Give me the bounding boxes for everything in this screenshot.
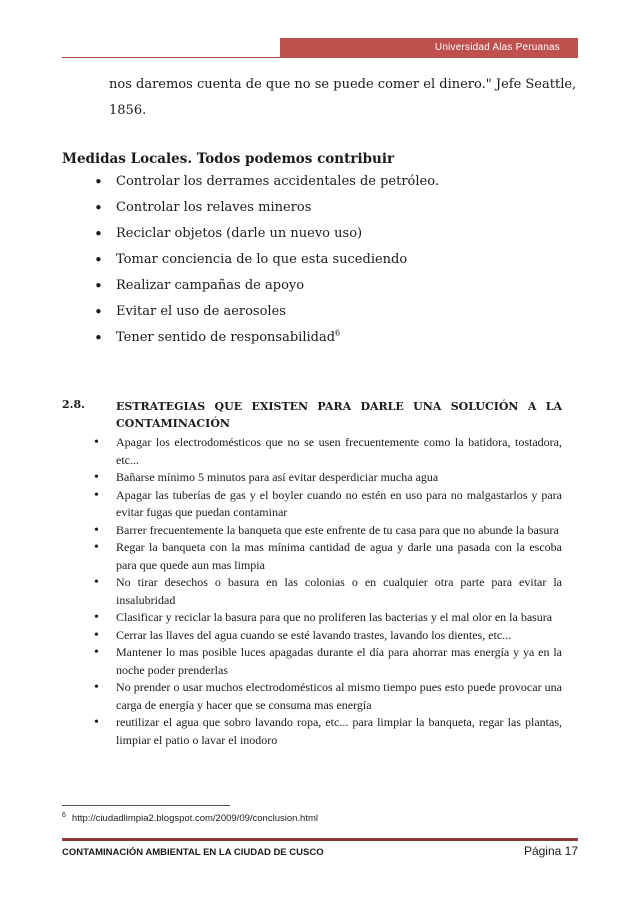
list-item: • Apagar los electrodomésticos que no se usen frecuentemente como la batidora, tostadora, etc... [92, 434, 562, 469]
footnote-ref[interactable]: 6 [335, 328, 341, 338]
strategies-heading-line1: ESTRATEGIAS QUE EXISTEN PARA DARLE UNA SOLUCIÓN A LA [116, 400, 562, 413]
page-number: Página 17 [523, 844, 578, 858]
list-item: • Reciclar objetos (darle un nuevo uso) [92, 221, 439, 247]
strategies-list [92, 434, 562, 749]
header-rule [62, 57, 280, 58]
footnote-marker: 6 [62, 811, 66, 819]
list-item: • reutilizar el agua que sobro lavando ropa, etc... para limpiar la banqueta, regar las plantas, limpiar el patio o lavar el inodoro [92, 714, 562, 749]
footer-title: CONTAMINACIÓN AMBIENTAL EN LA CIUDAD DE CUSCO [62, 847, 324, 858]
list-item: • Tomar conciencia de lo que esta sucediendo [92, 247, 439, 273]
list-item: • Realizar campañas de apoyo [92, 273, 439, 299]
list-item: • No prender o usar muchos electrodomésticos al mismo tiempo pues esto puede provocar una carga de energía y hacer que se consuma mas energía [92, 679, 562, 714]
list-item: • Clasificar y reciclar la basura para que no proliferen las bacterias y el mal olor en la basura [92, 609, 562, 627]
local-measures-heading: Medidas Locales. Todos podemos contribuir [62, 151, 395, 167]
list-item: • Tener sentido de responsabilidad$^6$ [92, 325, 439, 351]
list-item: • Controlar los derrames accidentales de petróleo. [92, 169, 439, 195]
list-item: • No tirar desechos o basura en las colonias o en cualquier otra parte para evitar la insalubridad [92, 574, 562, 609]
list-item: • Controlar los relaves mineros [92, 195, 439, 221]
footnote-rule [62, 805, 230, 806]
intro-paragraph: nos daremos cuenta de que no se puede comer el dinero." Jefe Seattle, 1856. [109, 77, 577, 118]
footer-rule [62, 838, 578, 841]
footnote-link[interactable]: http://ciudadlimpia2.blogspot.com/2009/09/conclusion.html [71, 813, 318, 824]
strategies-heading-line2: CONTAMINACIÓN [116, 417, 230, 430]
list-item: • Evitar el uso de aerosoles [92, 299, 439, 325]
local-measures-list [92, 169, 439, 351]
list-item: • Cerrar las llaves del agua cuando se esté lavando trastes, lavando los dientes, etc... [92, 627, 562, 645]
header-institution: Universidad Alas Peruanas [434, 42, 560, 53]
list-item: • Bañarse mínimo 5 minutos para así evitar desperdiciar mucha agua [92, 469, 562, 487]
strategies-heading [116, 398, 562, 432]
section-number: 2.8. [62, 398, 85, 411]
list-item: • Barrer frecuentemente la banqueta que este enfrente de tu casa para que no abunde la basura [92, 522, 562, 540]
list-item: • Mantener lo mas posible luces apagadas durante el día para ahorrar mas energía y ya en la noche poder prenderlas [92, 644, 562, 679]
list-item: • Apagar las tuberías de gas y el boyler cuando no estén en uso para no malgastarlos y para evitar fugas que puedan contaminar [92, 487, 562, 522]
footnote [62, 813, 318, 824]
list-item: • Regar la banqueta con la mas mínima cantidad de agua y darle una pasada con la escoba para que quede aun mas limpia [92, 539, 562, 574]
